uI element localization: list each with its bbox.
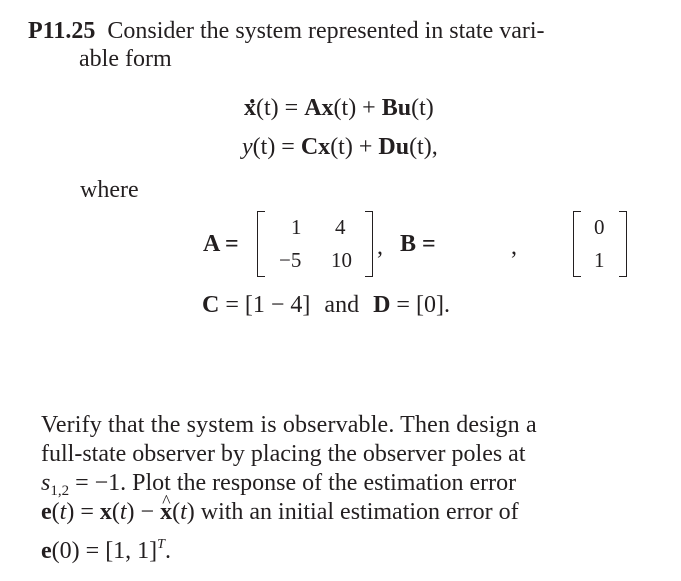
matrix-a-cell: 10 xyxy=(331,248,352,272)
matrix-d-label: D xyxy=(373,292,391,318)
output-equation: y(t) = Cx(t) + Du(t), xyxy=(242,134,438,160)
matrix-b-cell: 0 xyxy=(594,215,605,239)
and-word: and xyxy=(324,292,360,318)
body-line-1: Verify that the system is observable. Then design a xyxy=(41,412,537,438)
matrix-a-label: A = xyxy=(203,231,239,257)
matrix-c-value: [1 − 4] xyxy=(244,292,311,318)
body-line-3: $s_{1,2} = -1$. Plot the response of the estimation error xyxy=(41,470,517,499)
body-line-5: e(0) = [1, 1]$^T$. xyxy=(41,537,171,564)
problem-header xyxy=(28,17,545,46)
matrix-a-cell: 1 xyxy=(291,215,302,239)
problem-intro-line1: Consider the system represented in state vari- xyxy=(107,18,545,44)
matrix-a xyxy=(257,211,373,277)
state-equation: . x(t) = Ax(t) + Bu(t) xyxy=(244,95,434,122)
body-line-4: e(t) = x(t) − ^ x(t) with an initial estimation error of xyxy=(41,498,519,527)
matrix-b xyxy=(573,211,627,277)
matrix-c-label: C xyxy=(202,292,220,318)
matrix-a-cell: 4 xyxy=(335,215,346,239)
matrix-a-cell: −5 xyxy=(279,248,302,272)
where-label: where xyxy=(80,177,139,203)
problem-intro-line2: able form xyxy=(79,46,172,72)
x-dot-symbol: . x xyxy=(244,95,256,122)
matrix-d-value: [0]. xyxy=(415,292,450,318)
matrix-c-d-line: C = [1 − 4] and D = [0]. xyxy=(202,292,450,318)
problem-number: P11.25 xyxy=(28,18,96,44)
matrix-b-label: B = xyxy=(400,231,436,257)
matrix-b-cell: 1 xyxy=(594,248,605,272)
body-line-2: full-state observer by placing the observer poles at xyxy=(41,441,526,467)
